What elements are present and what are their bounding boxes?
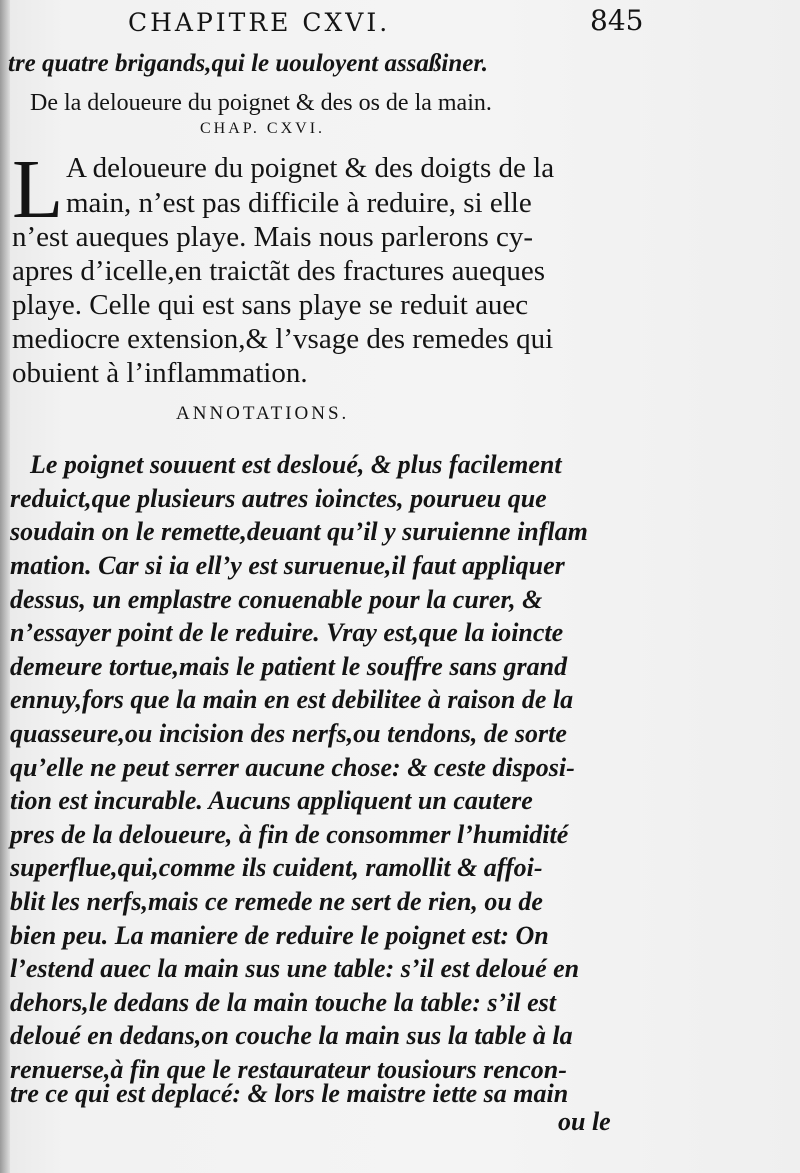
running-head: CHAPITRE CXVI.	[128, 8, 391, 37]
drop-cap: L	[12, 143, 64, 236]
annotation-line: Le poignet souuent est desloué, & plus facilement	[30, 450, 562, 479]
annotation-line: tre ce qui est deplacé: & lors le maistre iette sa main	[10, 1079, 569, 1108]
annotation-line: quasseure,ou incision des nerfs,ou tendons, de sorte	[10, 719, 567, 748]
annotation-line: tion est incurable. Aucuns appliquent un cautere	[10, 786, 533, 815]
annotation-line: soudain on le remette,deuant qu’il y suruienne inflam	[10, 517, 588, 546]
text-line: n’est aueques playe. Mais nous parlerons cy-	[12, 221, 534, 253]
annotation-line: demeure tortue,mais le patient le souffre sans grand	[10, 652, 568, 681]
text-line: apres d’icelle,en traictãt des fractures aueques	[12, 255, 545, 287]
text-line: playe. Celle qui est sans playe se reduit auec	[12, 289, 529, 321]
annotation-line: bien peu. La maniere de reduire le poignet est: On	[10, 921, 549, 950]
annotations-heading: ANNOTATIONS.	[176, 403, 350, 424]
text-line: A deloueure du poignet & des doigts de la	[66, 152, 555, 184]
catchword: ou le	[558, 1107, 611, 1136]
annotation-line: qu’elle ne peut serrer aucune chose: & ceste disposi-	[10, 753, 575, 782]
annotation-line: dehors,le dedans de la main touche la table: s’il est	[10, 988, 556, 1017]
carry-over-line: tre quatre brigands,qui le uouloyent assaßiner.	[8, 50, 488, 77]
annotation-line: dessus, un emplastre conuenable pour la curer, &	[10, 585, 543, 614]
annotation-line: n’essayer point de le reduire. Vray est,que la ioincte	[10, 618, 564, 647]
chapter-title: De la deloueure du poignet & des os de la main.	[30, 90, 492, 116]
chapter-number: CHAP. CXVI.	[200, 120, 326, 137]
text-line: main, n’est pas difficile à reduire, si elle	[66, 187, 532, 219]
annotation-line: reduict,que plusieurs autres ioinctes, pourueu que	[10, 484, 547, 513]
page-number: 845	[590, 4, 644, 37]
annotation-line: blit les nerfs,mais ce remede ne sert de rien, ou de	[10, 887, 543, 916]
annotation-line: renuerse,à fin que le restaurateur tousiours rencon-	[10, 1055, 567, 1084]
annotation-line: l’estend auec la main sus une table: s’il est deloué en	[10, 954, 580, 983]
page-edge-shadow	[0, 0, 10, 1173]
annotation-line: superflue,qui,comme ils cuident, ramollit & affoi-	[10, 853, 543, 882]
annotation-line: pres de la deloueure, à fin de consommer l’humidité	[10, 820, 569, 849]
annotation-line: deloué en dedans,on couche la main sus la table à la	[10, 1021, 573, 1050]
text-line: mediocre extension,& l’vsage des remedes qui	[12, 323, 554, 355]
annotation-line: mation. Car si ia ell’y est suruenue,il faut appliquer	[10, 551, 565, 580]
annotation-line: ennuy,fors que la main en est debilitee à raison de la	[10, 685, 574, 714]
text-line: obuient à l’inflammation.	[12, 357, 308, 389]
